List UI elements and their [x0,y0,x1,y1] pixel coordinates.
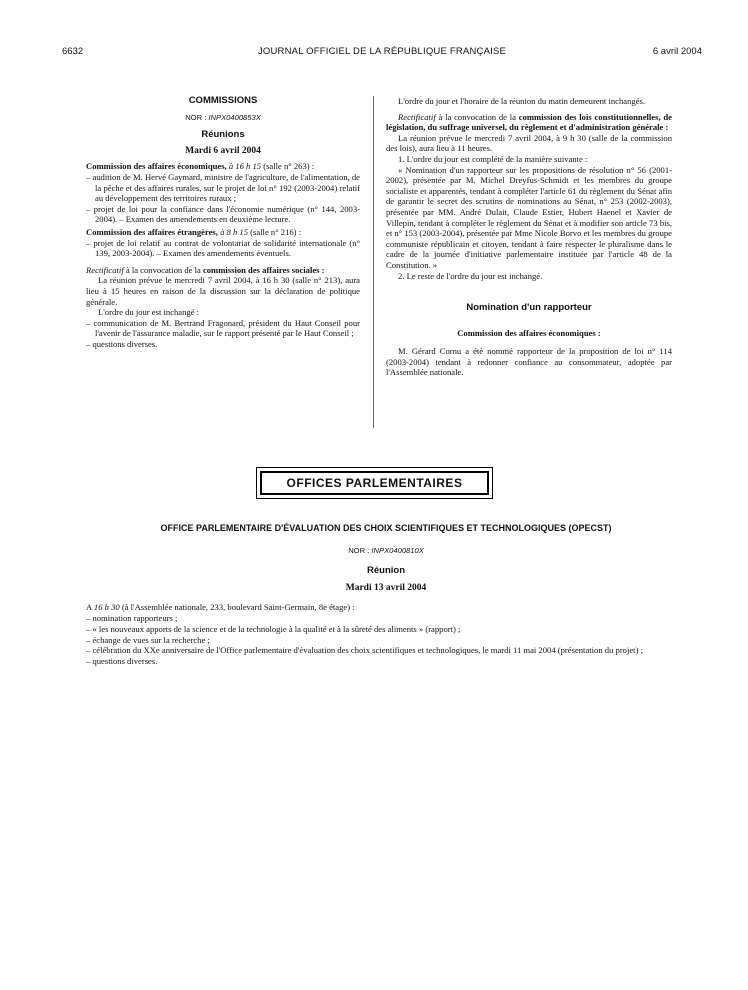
nor-reference [86,113,360,124]
column-divider [373,96,374,428]
journal-title: JOURNAL OFFICIEL DE LA RÉPUBLIQUE FRANÇAISE [257,46,507,57]
agenda-item: – audition de M. Hervé Gaymard, ministre de l'agriculture, de l'alimentation, de la pêche et des affaires rurales, sur le projet de loi n° 192 (2003-2004) relatif au développement des territoires ruraux ; [86,171,360,204]
nor-reference [86,546,686,557]
commission-name: Commission des affaires économiques, [86,161,227,172]
agenda-item: – projet de loi pour la confiance dans l'économie numérique (n° 144, 2003-2004). – Examen des amendements en deuxième lecture. [86,203,360,225]
page-number: 6632 [62,46,84,57]
offices-section [86,523,686,667]
paragraph: L'ordre du jour et l'horaire de la réunion du matin demeurent inchangés. [398,96,645,106]
meeting-time: à 16 h 15 [226,161,262,172]
paragraph: « Nomination d'un rapporteur sur les propositions de résolution n° 56 (2001-2002), présentée par M. Michel Dreyfus-Schmidt et les membres du groupe socialiste et apparentés, tendant à compléter l'article 61 du règlement du Sénat afin de garantir le secret des scrutins de nominations au Sénat, n° 253 (2002-2003), présentée par MM. André Dulait, Claude Estier, Hubert Haenel et Xavier de Villepin, tendant à compléter le règlement du Sénat et à modifier son article 73 bis, et n° 153 (2003-2004), présentée par Mme Nicole Borvo et les membres du groupe communiste républicain et citoyen, tendant à faire respecter le pluralisme dans le cadre de la journée d'initiative parlementaire instituée par l'article 48 de la Constitution. » [386,164,672,270]
commission-economic-heading [86,161,360,172]
nomination-title: Nomination d'un rapporteur [466,302,592,314]
subtitle-reunions: Réunions [201,129,245,141]
meeting-intro [86,602,686,613]
agenda-item: – célébration du XXe anniversaire de l'Office parlementaire d'évaluation des choix scientifiques et technologiques, le mardi 11 mai 2004 (présentation du projet) ; [86,645,643,656]
subtitle-reunion: Réunion [367,564,405,576]
intro-prefix: A [86,602,94,613]
meeting-time: 16 h 30 [93,602,120,613]
section-title-commissions: COMMISSIONS [188,95,258,106]
nor-label: NOR : [348,545,372,555]
issue-date: 6 avril 2004 [652,46,702,57]
commission-name: commission des affaires sociales : [202,264,325,275]
offices-title-box [256,467,493,499]
nomination-commission: Commission des affaires économiques : [457,327,601,338]
right-column [386,96,672,378]
commission-foreign-heading [86,227,360,238]
agenda-item: – « les nouveaux apports de la science et de la technologie à la qualité et à la sûreté des aliments » (rapport) ; [86,623,461,634]
offices-title: OFFICES PARLEMENTAIRES [260,471,489,495]
left-column [86,96,360,349]
paragraph: 1. L'ordre du jour est complété de la manière suivante : [398,153,588,164]
agenda-item: – communication de M. Bertrand Fragonard, président du Haut Conseil pour l'avenir de l'assurance maladie, sur le rapport présenté par le Haut Conseil ; [86,317,360,339]
meeting-date: Mardi 6 avril 2004 [185,145,261,156]
rectificatif-paragraph: La réunion prévue le mercredi 7 avril 2004, à 16 h 30 (salle n° 213), aura lieu à 15 heures en raison de la discussion sur la déclaration de politique générale. [86,275,360,307]
agenda-item: – questions diverses. [86,338,158,349]
meeting-location: (à l'Assemblée nationale, 233, boulevard Saint-Germain, 8e étage) : [119,602,355,613]
nor-code: INPX0400810X [371,545,424,555]
agenda-item: – projet de loi relatif au contrat de volontariat de solidarité internationale (n° 139, 2003-2004). – Examen des amendements éventuels. [86,237,360,259]
meeting-time: à 8 h 15 [217,226,248,237]
meeting-date: Mardi 13 avril 2004 [345,583,427,594]
commission-name: Commission des affaires étrangères, [86,226,218,237]
page-header [62,46,702,60]
rectificatif-text: à la convocation de la [435,111,519,122]
nor-code: INPX0400853X [208,112,261,122]
meeting-room: (salle n° 263) : [261,161,315,172]
agenda-item: – questions diverses. [86,656,158,667]
rectificatif-text: à la convocation de la [123,264,203,275]
rectificatif-word: Rectificatif [86,264,124,275]
agenda-item: – échange de vues sur la recherche ; [86,634,210,645]
office-name: OFFICE PARLEMENTAIRE D'ÉVALUATION DES CHOIX SCIENTIFIQUES ET TECHNOLOGIQUES (OPECST) [160,523,612,533]
paragraph: La réunion prévue le mercredi 7 avril 2004, à 9 h 30 (salle de la commission des lois), aura lieu à 11 heures. [386,132,672,154]
paragraph: 2. Le reste de l'ordre du jour est inchangé. [398,270,543,281]
nor-label: NOR : [185,112,209,122]
rectificatif-word: Rectificatif [398,111,436,122]
nomination-text: M. Gérard Cornu a été nommé rapporteur de la proposition de loi n° 114 (2003-2004) tendant à redonner confiance au consommateur, adoptée par l'Assemblée nationale. [386,346,672,378]
commission-name: commission des lois constitutionnelles, de législation, du suffrage universel, du règlement et d'administration générale : [386,111,672,133]
agenda-item: – nomination rapporteurs ; [86,612,178,623]
agenda-intro: L'ordre du jour est inchangé : [98,307,200,318]
meeting-room: (salle n° 216) : [248,226,302,237]
rectificatif-heading [86,265,360,276]
rectificatif-heading [386,112,672,133]
